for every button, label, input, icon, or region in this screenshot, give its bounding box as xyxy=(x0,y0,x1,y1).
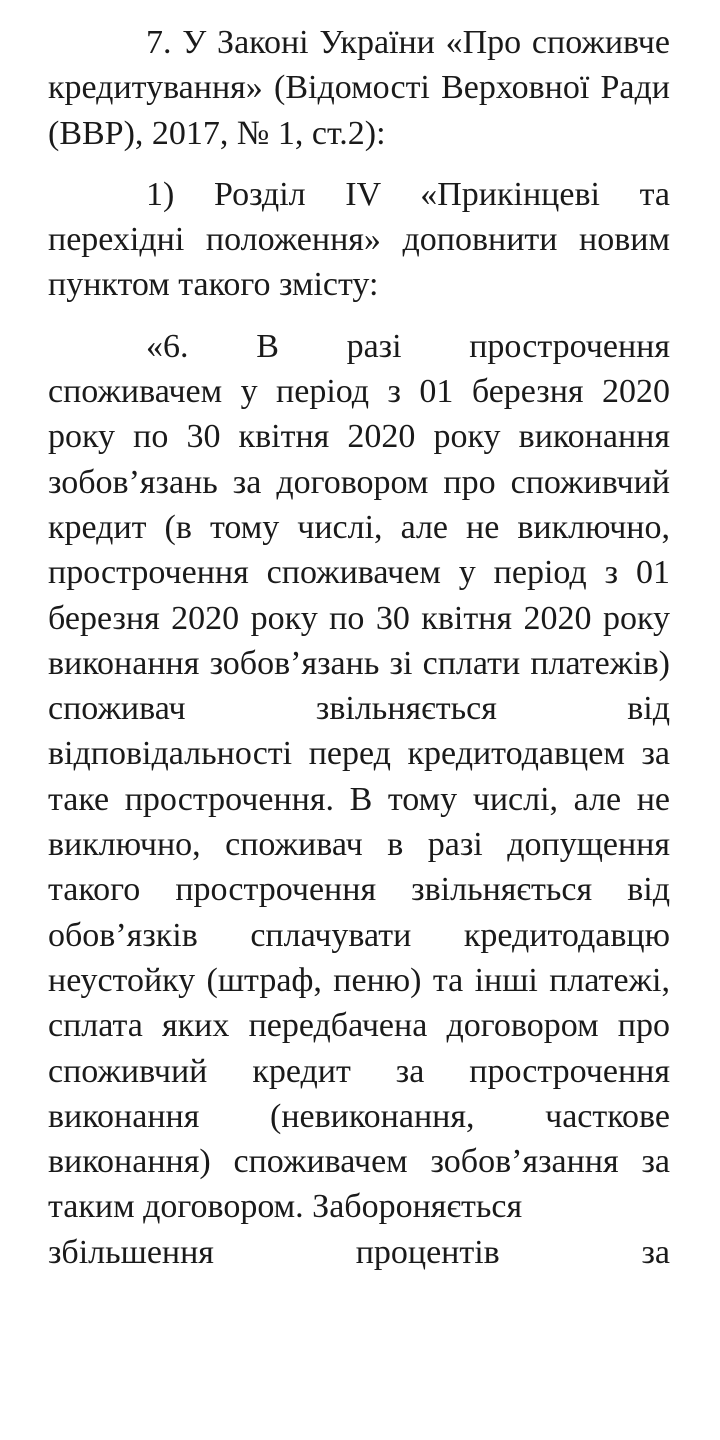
paragraph-section-iv: 1) Розділ IV «Прикінцеві та перехідні положення» доповнити новим пунктом такого змісту: xyxy=(48,175,670,304)
paragraph-cut-line: збільшення процентів за xyxy=(48,1233,670,1271)
paragraph-law-amendment: 7. У Законі України «Про споживче кредитування» (Відомості Верховної Ради (ВВР), 2017, № 1, ст.2): xyxy=(48,24,670,152)
document-body xyxy=(48,20,670,1275)
paragraph-point-6: «6. В разі прострочення споживачем у період з 01 березня 2020 року по 30 квітня 2020 року виконання зобов’язань за договором про споживчий кредит (в тому числі, але не виключно, прострочення споживачем у період з 01 березня 2020 року по 30 квітня 2020 року виконання зобов’язань зі сплати платежів) споживач звільняється від відповідальності перед кредитодавцем за таке прострочення. В тому числі, але не виключно, споживач в разі допущення такого прострочення звільняється від обов’язків сплачувати кредитодавцю неустойку (штраф, пеню) та інші платежі, сплата яких передбачена договором про споживчий кредит за прострочення виконання (невиконання, часткове виконання) споживачем зобов’язання за таким договором. Забороняється xyxy=(48,327,670,1226)
